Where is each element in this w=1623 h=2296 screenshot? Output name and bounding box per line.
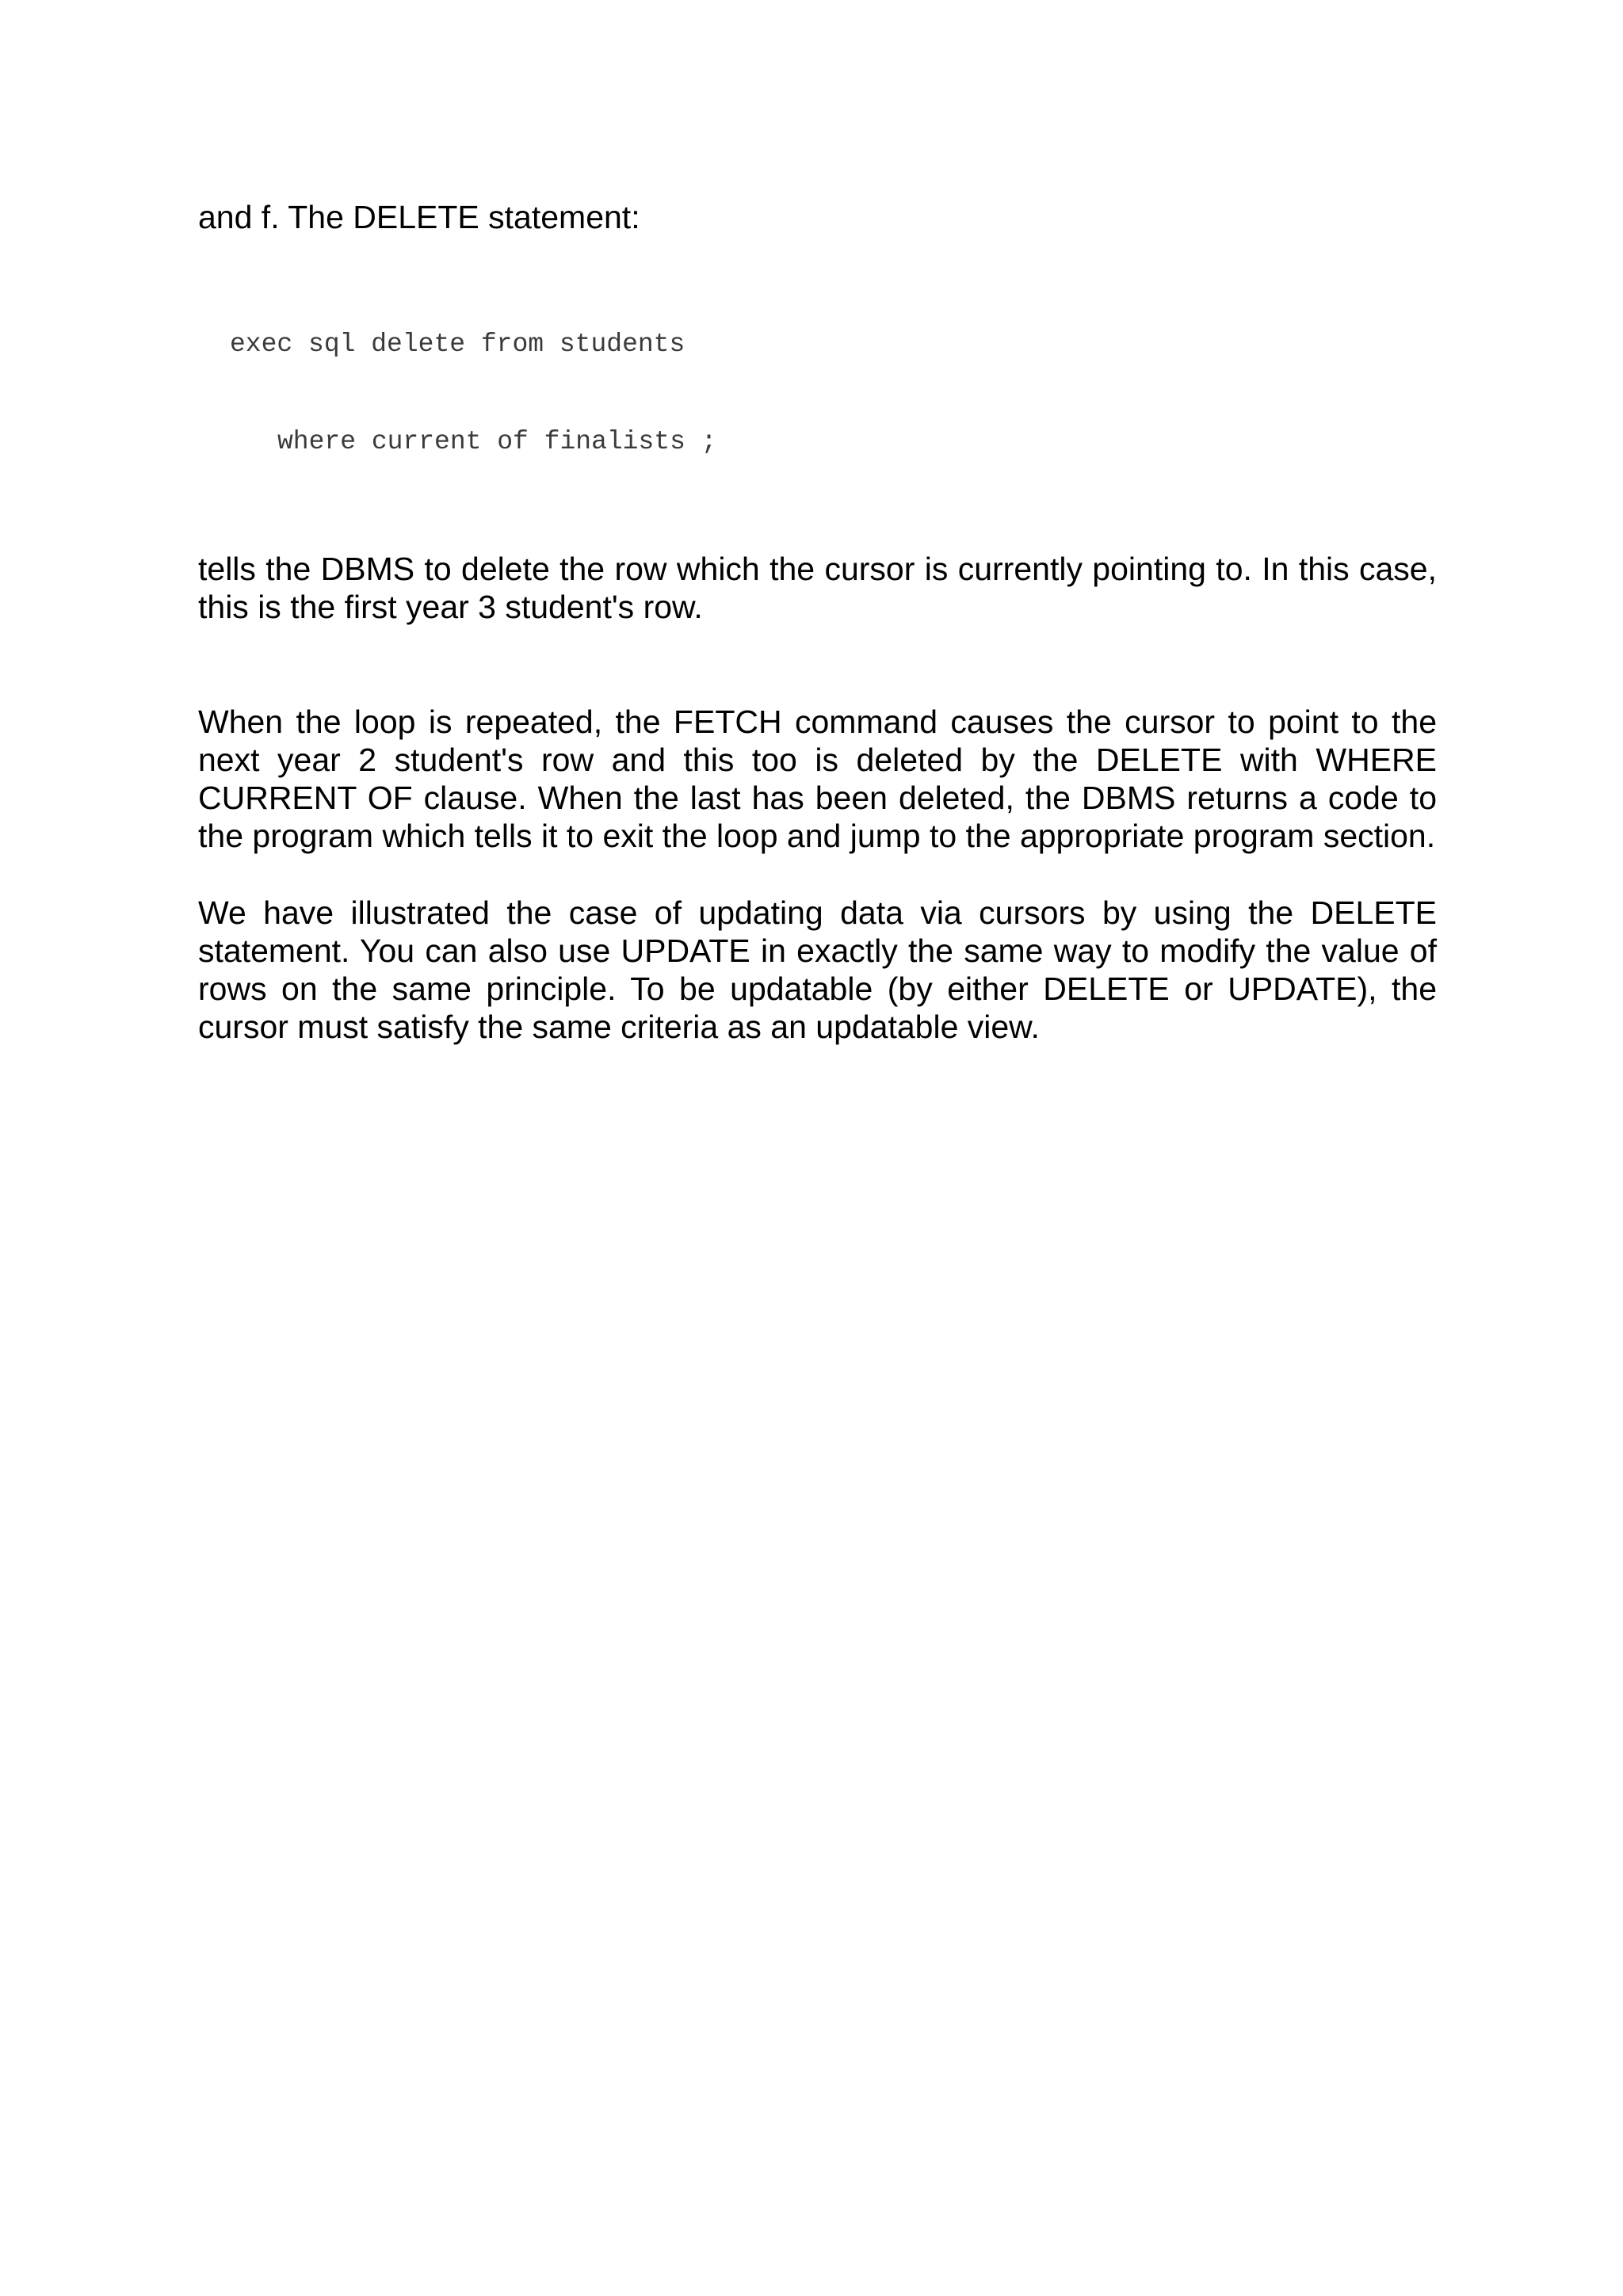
page-content <box>198 198 1437 1046</box>
code-line-1: exec sql delete from students <box>230 330 685 359</box>
paragraph-2: When the loop is repeated, the FETCH command causes the cursor to point to the next year 2 student's row and this too is deleted by the DELETE with WHERE CURRENT OF clause. When the last has been deleted, the DBMS returns a code to the program which tells it to exit the loop and jump to the appropriate program section. <box>198 704 1437 854</box>
code-line-2: where current of finalists ; <box>277 427 717 456</box>
intro-line: and f. The DELETE statement: <box>198 199 640 235</box>
paragraph-1: tells the DBMS to delete the row which the cursor is currently pointing to. In this case, this is the first year 3 student's row. <box>198 551 1437 625</box>
paragraph-3: We have illustrated the case of updating data via cursors by using the DELETE statement. You can also use UPDATE in exactly the same way to modify the value of rows on the same principle. To be updatable (by either DELETE or UPDATE), the cursor must satisfy the same criteria as an updatable view. <box>198 894 1437 1045</box>
code-block <box>198 263 1437 523</box>
